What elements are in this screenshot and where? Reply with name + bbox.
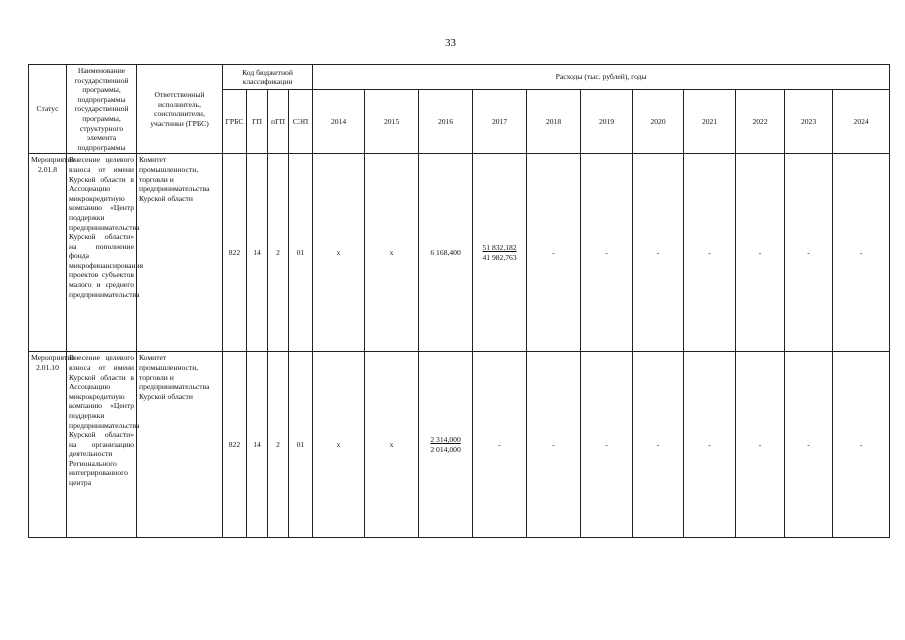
expense-cell (419, 352, 473, 538)
expense-cell: - (473, 352, 527, 538)
expense-cell: - (785, 352, 833, 538)
expense-cell: - (684, 154, 736, 352)
header-year-col: 2018 (527, 90, 581, 154)
expense-planned-value: 2 314,000 (430, 435, 461, 445)
program-name-cell: Внесение целевого взноса от имени Курской области в Ассоциацию микрокредитную компанию «Центр поддержки предпринимательства Курской области» на пополнение фонда микрофинансирования проектов субъектов малого и среднего предпринимательства (67, 154, 137, 352)
status-cell: Мероприятие 2.01.8 (29, 154, 67, 352)
expense-cell (473, 154, 527, 352)
expense-cell: x (365, 352, 419, 538)
header-expenses: Расходы (тыс. рублей), годы (313, 65, 890, 90)
expense-cell: - (785, 154, 833, 352)
budget-code-cell: 14 (247, 154, 268, 352)
header-year-col: 2024 (833, 90, 890, 154)
header-code-col: ГРБС (223, 90, 247, 154)
header-program-name: Наименование государственной программы, подпрограммы государственной программы, структурного элемента подпрограммы (67, 65, 137, 154)
header-responsible: Ответственный исполнитель, соисполнители, участники (ГРБС) (137, 65, 223, 154)
expense-cell: - (684, 352, 736, 538)
expense-cell: - (633, 154, 684, 352)
page-number: 33 (445, 37, 456, 49)
header-year-col: 2014 (313, 90, 365, 154)
expense-cell: - (581, 352, 633, 538)
expense-cell: - (833, 352, 890, 538)
program-name-cell: Внесение целевого взноса от имени Курской области в Ассоциацию микрокредитную компанию «Центр поддержки предпринимательства Курской области» на организацию деятельности Регионального интегрированного центра (67, 352, 137, 538)
budget-code-cell: 822 (223, 154, 247, 352)
expense-cell: - (527, 352, 581, 538)
header-code-col: СЭП (289, 90, 313, 154)
header-year-col: 2021 (684, 90, 736, 154)
header-year-col: 2019 (581, 90, 633, 154)
header-year-col: 2020 (633, 90, 684, 154)
header-year-col: 2015 (365, 90, 419, 154)
responsible-cell: Комитет промышленности, торговли и предпринимательства Курской области (137, 154, 223, 352)
expense-cell: - (736, 352, 785, 538)
expense-cell: 6 168,400 (419, 154, 473, 352)
budget-code-cell: 822 (223, 352, 247, 538)
expense-cell: - (833, 154, 890, 352)
budget-code-cell: 14 (247, 352, 268, 538)
table-row (29, 352, 890, 538)
responsible-cell: Комитет промышленности, торговли и предпринимательства Курской области (137, 352, 223, 538)
expense-cell: x (365, 154, 419, 352)
header-year-col: 2016 (419, 90, 473, 154)
budget-code-cell: 01 (289, 154, 313, 352)
expense-cell: x (313, 154, 365, 352)
expense-cell: - (633, 352, 684, 538)
header-year-col: 2017 (473, 90, 527, 154)
expense-cell: x (313, 352, 365, 538)
header-status: Статус (29, 65, 67, 154)
table-row (29, 154, 890, 352)
header-year-col: 2022 (736, 90, 785, 154)
expense-cell: - (527, 154, 581, 352)
expense-actual-value: 2 014,000 (430, 444, 461, 454)
header-code-col: пГП (268, 90, 289, 154)
budget-table (28, 64, 890, 538)
expense-cell: - (581, 154, 633, 352)
budget-code-cell: 2 (268, 352, 289, 538)
header-budget-code: Код бюджетной классификации (223, 65, 313, 90)
expense-cell: - (736, 154, 785, 352)
budget-code-cell: 01 (289, 352, 313, 538)
budget-code-cell: 2 (268, 154, 289, 352)
status-cell: Мероприятие 2.01.10 (29, 352, 67, 538)
expense-planned-value: 51 832,182 (482, 243, 517, 253)
header-year-col: 2023 (785, 90, 833, 154)
expense-actual-value: 41 982,763 (482, 252, 517, 262)
header-code-col: ГП (247, 90, 268, 154)
